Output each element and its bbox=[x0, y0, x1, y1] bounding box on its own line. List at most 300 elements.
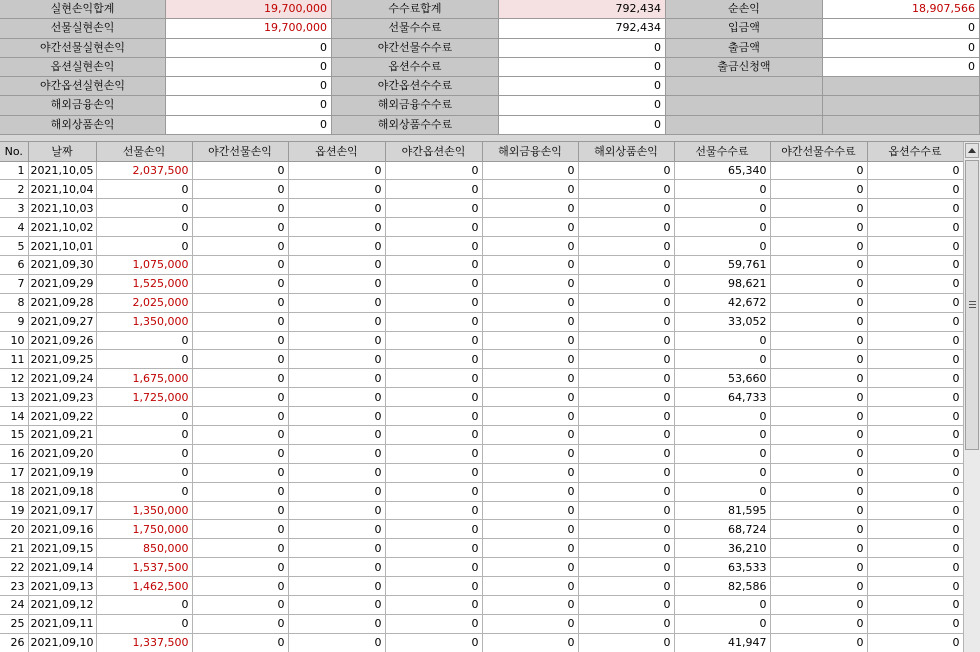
column-header[interactable]: 야간옵션손익 bbox=[385, 142, 482, 161]
summary-empty-cell bbox=[823, 116, 980, 135]
value-cell: 0 bbox=[288, 293, 385, 312]
value-cell: 0 bbox=[482, 463, 578, 482]
date-cell: 2021,09,22 bbox=[28, 407, 96, 426]
value-cell: 0 bbox=[578, 577, 674, 596]
value-cell: 0 bbox=[578, 350, 674, 369]
summary-label: 야간옵션실현손익 bbox=[0, 77, 166, 96]
value-cell: 1,350,000 bbox=[96, 501, 192, 520]
value-cell: 0 bbox=[867, 293, 963, 312]
value-cell: 0 bbox=[770, 539, 867, 558]
value-cell: 0 bbox=[288, 369, 385, 388]
summary-label: 야간선물실현손익 bbox=[0, 39, 166, 58]
value-cell: 0 bbox=[192, 444, 288, 463]
value-cell: 0 bbox=[288, 501, 385, 520]
value-cell: 0 bbox=[770, 501, 867, 520]
summary-label: 해외상품수수료 bbox=[332, 116, 499, 135]
summary-value: 18,907,566 bbox=[823, 0, 980, 19]
pnl-grid[interactable] bbox=[0, 142, 963, 652]
table-row[interactable] bbox=[0, 558, 963, 577]
summary-value: 0 bbox=[166, 116, 332, 135]
value-cell: 0 bbox=[288, 577, 385, 596]
date-cell: 2021,09,30 bbox=[28, 255, 96, 274]
summary-row bbox=[0, 39, 980, 58]
value-cell: 0 bbox=[192, 558, 288, 577]
value-cell: 0 bbox=[578, 595, 674, 614]
date-cell: 2021,09,15 bbox=[28, 539, 96, 558]
value-cell: 0 bbox=[674, 237, 770, 256]
summary-value: 0 bbox=[166, 58, 332, 77]
value-cell: 0 bbox=[578, 255, 674, 274]
value-cell: 0 bbox=[578, 463, 674, 482]
value-cell: 0 bbox=[482, 539, 578, 558]
value-cell: 0 bbox=[192, 331, 288, 350]
value-cell: 0 bbox=[770, 255, 867, 274]
summary-value: 19,700,000 bbox=[166, 0, 332, 19]
value-cell: 0 bbox=[578, 218, 674, 237]
value-cell: 0 bbox=[770, 425, 867, 444]
value-cell: 0 bbox=[192, 218, 288, 237]
summary-value: 792,434 bbox=[499, 19, 666, 38]
table-row[interactable] bbox=[0, 369, 963, 388]
value-cell: 0 bbox=[192, 463, 288, 482]
value-cell: 0 bbox=[867, 444, 963, 463]
date-cell: 2021,09,13 bbox=[28, 577, 96, 596]
value-cell: 0 bbox=[482, 237, 578, 256]
pnl-table bbox=[0, 142, 963, 652]
value-cell: 0 bbox=[867, 577, 963, 596]
value-cell: 0 bbox=[867, 633, 963, 652]
value-cell: 0 bbox=[578, 520, 674, 539]
value-cell: 0 bbox=[96, 331, 192, 350]
value-cell: 0 bbox=[288, 312, 385, 331]
value-cell: 0 bbox=[385, 501, 482, 520]
summary-row bbox=[0, 96, 980, 115]
row-number: 17 bbox=[0, 463, 28, 482]
value-cell: 0 bbox=[385, 199, 482, 218]
value-cell: 0 bbox=[385, 520, 482, 539]
value-cell: 81,595 bbox=[674, 501, 770, 520]
value-cell: 0 bbox=[578, 633, 674, 652]
value-cell: 0 bbox=[867, 218, 963, 237]
value-cell: 0 bbox=[867, 388, 963, 407]
row-number: 20 bbox=[0, 520, 28, 539]
summary-label: 야간선물수수료 bbox=[332, 39, 499, 58]
value-cell: 0 bbox=[578, 388, 674, 407]
value-cell: 0 bbox=[385, 558, 482, 577]
value-cell: 0 bbox=[770, 407, 867, 426]
table-row[interactable] bbox=[0, 425, 963, 444]
summary-row bbox=[0, 0, 980, 19]
summary-row bbox=[0, 77, 980, 96]
value-cell: 0 bbox=[867, 255, 963, 274]
date-cell: 2021,10,04 bbox=[28, 180, 96, 199]
row-number: 7 bbox=[0, 274, 28, 293]
value-cell: 1,675,000 bbox=[96, 369, 192, 388]
value-cell: 0 bbox=[578, 312, 674, 331]
value-cell: 0 bbox=[192, 633, 288, 652]
value-cell: 1,075,000 bbox=[96, 255, 192, 274]
value-cell: 0 bbox=[578, 407, 674, 426]
summary-label: 해외금융수수료 bbox=[332, 96, 499, 115]
value-cell: 0 bbox=[96, 199, 192, 218]
table-row[interactable] bbox=[0, 255, 963, 274]
column-header[interactable]: No. bbox=[0, 142, 28, 161]
row-number: 5 bbox=[0, 237, 28, 256]
value-cell: 0 bbox=[674, 614, 770, 633]
value-cell: 0 bbox=[96, 407, 192, 426]
value-cell: 0 bbox=[867, 312, 963, 331]
value-cell: 0 bbox=[578, 558, 674, 577]
value-cell: 0 bbox=[867, 614, 963, 633]
value-cell: 0 bbox=[385, 331, 482, 350]
value-cell: 0 bbox=[482, 501, 578, 520]
value-cell: 0 bbox=[578, 501, 674, 520]
value-cell: 0 bbox=[192, 482, 288, 501]
date-cell: 2021,09,19 bbox=[28, 463, 96, 482]
table-row[interactable] bbox=[0, 237, 963, 256]
value-cell: 0 bbox=[385, 369, 482, 388]
table-row[interactable] bbox=[0, 463, 963, 482]
value-cell: 0 bbox=[288, 237, 385, 256]
value-cell: 0 bbox=[867, 558, 963, 577]
value-cell: 0 bbox=[770, 463, 867, 482]
summary-label: 수수료합계 bbox=[332, 0, 499, 19]
grip-icon bbox=[969, 301, 976, 308]
value-cell: 0 bbox=[385, 577, 482, 596]
value-cell: 0 bbox=[192, 180, 288, 199]
value-cell: 0 bbox=[385, 595, 482, 614]
value-cell: 36,210 bbox=[674, 539, 770, 558]
table-row[interactable] bbox=[0, 539, 963, 558]
value-cell: 0 bbox=[482, 274, 578, 293]
date-cell: 2021,09,14 bbox=[28, 558, 96, 577]
column-header[interactable]: 해외상품손익 bbox=[578, 142, 674, 161]
row-number: 15 bbox=[0, 425, 28, 444]
value-cell: 0 bbox=[192, 161, 288, 180]
value-cell: 0 bbox=[578, 539, 674, 558]
table-body bbox=[0, 161, 963, 652]
summary-empty-cell bbox=[823, 96, 980, 115]
value-cell: 0 bbox=[385, 161, 482, 180]
value-cell: 0 bbox=[674, 350, 770, 369]
value-cell: 0 bbox=[770, 558, 867, 577]
table-row[interactable] bbox=[0, 350, 963, 369]
value-cell: 0 bbox=[867, 425, 963, 444]
summary-empty-cell bbox=[823, 77, 980, 96]
value-cell: 0 bbox=[770, 369, 867, 388]
summary-value: 792,434 bbox=[499, 0, 666, 19]
value-cell: 0 bbox=[674, 331, 770, 350]
summary-value: 0 bbox=[823, 39, 980, 58]
table-row[interactable] bbox=[0, 331, 963, 350]
summary-value: 0 bbox=[823, 58, 980, 77]
value-cell: 0 bbox=[192, 199, 288, 218]
value-cell: 0 bbox=[192, 577, 288, 596]
value-cell: 0 bbox=[385, 218, 482, 237]
value-cell: 0 bbox=[288, 558, 385, 577]
value-cell: 0 bbox=[482, 388, 578, 407]
value-cell: 0 bbox=[578, 293, 674, 312]
value-cell: 0 bbox=[192, 520, 288, 539]
table-row[interactable] bbox=[0, 218, 963, 237]
value-cell: 0 bbox=[578, 482, 674, 501]
summary-value: 0 bbox=[499, 116, 666, 135]
summary-empty-cell bbox=[666, 116, 823, 135]
value-cell: 0 bbox=[867, 237, 963, 256]
value-cell: 0 bbox=[867, 199, 963, 218]
row-number: 4 bbox=[0, 218, 28, 237]
summary-value: 0 bbox=[166, 77, 332, 96]
value-cell: 0 bbox=[867, 180, 963, 199]
value-cell: 0 bbox=[770, 577, 867, 596]
summary-empty-cell bbox=[666, 77, 823, 96]
value-cell: 1,350,000 bbox=[96, 312, 192, 331]
row-number: 3 bbox=[0, 199, 28, 218]
value-cell: 0 bbox=[578, 425, 674, 444]
value-cell: 1,462,500 bbox=[96, 577, 192, 596]
value-cell: 0 bbox=[385, 350, 482, 369]
table-row[interactable] bbox=[0, 595, 963, 614]
row-number: 16 bbox=[0, 444, 28, 463]
value-cell: 0 bbox=[192, 425, 288, 444]
value-cell: 0 bbox=[192, 237, 288, 256]
value-cell: 41,947 bbox=[674, 633, 770, 652]
value-cell: 0 bbox=[867, 595, 963, 614]
value-cell: 0 bbox=[482, 293, 578, 312]
value-cell: 0 bbox=[96, 237, 192, 256]
summary-value: 0 bbox=[499, 77, 666, 96]
value-cell: 0 bbox=[192, 388, 288, 407]
value-cell: 0 bbox=[578, 444, 674, 463]
value-cell: 0 bbox=[482, 425, 578, 444]
value-cell: 0 bbox=[867, 161, 963, 180]
value-cell: 0 bbox=[385, 388, 482, 407]
value-cell: 0 bbox=[482, 369, 578, 388]
value-cell: 2,037,500 bbox=[96, 161, 192, 180]
value-cell: 0 bbox=[96, 614, 192, 633]
value-cell: 0 bbox=[674, 595, 770, 614]
value-cell: 0 bbox=[192, 274, 288, 293]
summary-label: 입금액 bbox=[666, 19, 823, 38]
date-cell: 2021,09,16 bbox=[28, 520, 96, 539]
value-cell: 0 bbox=[385, 444, 482, 463]
column-header[interactable]: 야간선물손익 bbox=[192, 142, 288, 161]
column-header[interactable]: 해외금융손익 bbox=[482, 142, 578, 161]
table-row[interactable] bbox=[0, 388, 963, 407]
table-row[interactable] bbox=[0, 482, 963, 501]
table-row[interactable] bbox=[0, 312, 963, 331]
summary-label: 해외상품손익 bbox=[0, 116, 166, 135]
summary-label: 출금신청액 bbox=[666, 58, 823, 77]
value-cell: 0 bbox=[770, 520, 867, 539]
value-cell: 0 bbox=[288, 255, 385, 274]
value-cell: 0 bbox=[578, 274, 674, 293]
value-cell: 0 bbox=[482, 350, 578, 369]
value-cell: 0 bbox=[674, 444, 770, 463]
value-cell: 82,586 bbox=[674, 577, 770, 596]
row-number: 18 bbox=[0, 482, 28, 501]
summary-label: 야간옵션수수료 bbox=[332, 77, 499, 96]
value-cell: 0 bbox=[770, 274, 867, 293]
date-cell: 2021,09,28 bbox=[28, 293, 96, 312]
value-cell: 0 bbox=[385, 425, 482, 444]
value-cell: 0 bbox=[288, 161, 385, 180]
value-cell: 59,761 bbox=[674, 255, 770, 274]
table-row[interactable] bbox=[0, 407, 963, 426]
summary-label: 해외금융손익 bbox=[0, 96, 166, 115]
value-cell: 0 bbox=[192, 539, 288, 558]
row-number: 26 bbox=[0, 633, 28, 652]
value-cell: 0 bbox=[385, 237, 482, 256]
value-cell: 98,621 bbox=[674, 274, 770, 293]
row-number: 19 bbox=[0, 501, 28, 520]
value-cell: 0 bbox=[482, 255, 578, 274]
value-cell: 0 bbox=[867, 539, 963, 558]
summary-value: 0 bbox=[499, 39, 666, 58]
value-cell: 1,337,500 bbox=[96, 633, 192, 652]
column-header[interactable]: 선물수수료 bbox=[674, 142, 770, 161]
column-header[interactable]: 옵션손익 bbox=[288, 142, 385, 161]
value-cell: 0 bbox=[867, 407, 963, 426]
date-cell: 2021,09,26 bbox=[28, 331, 96, 350]
value-cell: 0 bbox=[482, 558, 578, 577]
value-cell: 0 bbox=[192, 293, 288, 312]
table-row[interactable] bbox=[0, 577, 963, 596]
summary-empty-cell bbox=[666, 96, 823, 115]
value-cell: 0 bbox=[288, 482, 385, 501]
value-cell: 0 bbox=[770, 350, 867, 369]
value-cell: 0 bbox=[482, 444, 578, 463]
value-cell: 0 bbox=[578, 199, 674, 218]
summary-label: 옵션실현손익 bbox=[0, 58, 166, 77]
value-cell: 0 bbox=[385, 463, 482, 482]
summary-value: 0 bbox=[166, 39, 332, 58]
date-cell: 2021,09,27 bbox=[28, 312, 96, 331]
value-cell: 0 bbox=[482, 520, 578, 539]
value-cell: 0 bbox=[770, 614, 867, 633]
value-cell: 0 bbox=[385, 539, 482, 558]
summary-label: 옵션수수료 bbox=[332, 58, 499, 77]
table-row[interactable] bbox=[0, 293, 963, 312]
column-header[interactable]: 옵션수수료 bbox=[867, 142, 963, 161]
value-cell: 0 bbox=[385, 180, 482, 199]
vertical-scrollbar[interactable] bbox=[963, 142, 980, 652]
value-cell: 0 bbox=[288, 633, 385, 652]
table-row[interactable] bbox=[0, 614, 963, 633]
value-cell: 0 bbox=[674, 425, 770, 444]
value-cell: 0 bbox=[482, 180, 578, 199]
value-cell: 0 bbox=[578, 237, 674, 256]
arrow-up-icon bbox=[968, 148, 976, 153]
table-row[interactable] bbox=[0, 161, 963, 180]
value-cell: 0 bbox=[867, 274, 963, 293]
value-cell: 0 bbox=[96, 463, 192, 482]
row-number: 22 bbox=[0, 558, 28, 577]
value-cell: 0 bbox=[770, 161, 867, 180]
value-cell: 0 bbox=[385, 312, 482, 331]
value-cell: 0 bbox=[192, 595, 288, 614]
table-row[interactable] bbox=[0, 180, 963, 199]
table-row[interactable] bbox=[0, 199, 963, 218]
value-cell: 53,660 bbox=[674, 369, 770, 388]
summary-value: 0 bbox=[499, 58, 666, 77]
value-cell: 0 bbox=[288, 463, 385, 482]
column-header[interactable]: 야간선물수수료 bbox=[770, 142, 867, 161]
summary-panel bbox=[0, 0, 980, 135]
summary-label: 선물수수료 bbox=[332, 19, 499, 38]
value-cell: 0 bbox=[674, 482, 770, 501]
value-cell: 0 bbox=[674, 407, 770, 426]
summary-label: 출금액 bbox=[666, 39, 823, 58]
table-row[interactable] bbox=[0, 520, 963, 539]
date-cell: 2021,10,01 bbox=[28, 237, 96, 256]
value-cell: 0 bbox=[578, 369, 674, 388]
value-cell: 0 bbox=[96, 595, 192, 614]
value-cell: 0 bbox=[482, 407, 578, 426]
date-cell: 2021,09,25 bbox=[28, 350, 96, 369]
value-cell: 0 bbox=[482, 331, 578, 350]
table-row[interactable] bbox=[0, 274, 963, 293]
table-row[interactable] bbox=[0, 444, 963, 463]
value-cell: 0 bbox=[385, 407, 482, 426]
row-number: 2 bbox=[0, 180, 28, 199]
summary-label: 순손익 bbox=[666, 0, 823, 19]
value-cell: 0 bbox=[192, 350, 288, 369]
row-number: 12 bbox=[0, 369, 28, 388]
value-cell: 0 bbox=[482, 595, 578, 614]
value-cell: 0 bbox=[770, 633, 867, 652]
value-cell: 0 bbox=[192, 312, 288, 331]
value-cell: 42,672 bbox=[674, 293, 770, 312]
panel-divider bbox=[0, 135, 980, 142]
value-cell: 0 bbox=[96, 350, 192, 369]
row-number: 14 bbox=[0, 407, 28, 426]
column-header[interactable]: 선물손익 bbox=[96, 142, 192, 161]
value-cell: 1,537,500 bbox=[96, 558, 192, 577]
value-cell: 64,733 bbox=[674, 388, 770, 407]
column-header[interactable]: 날짜 bbox=[28, 142, 96, 161]
summary-value: 0 bbox=[499, 96, 666, 115]
date-cell: 2021,09,23 bbox=[28, 388, 96, 407]
value-cell: 0 bbox=[578, 331, 674, 350]
value-cell: 1,725,000 bbox=[96, 388, 192, 407]
row-number: 23 bbox=[0, 577, 28, 596]
value-cell: 0 bbox=[482, 218, 578, 237]
value-cell: 0 bbox=[288, 180, 385, 199]
row-number: 9 bbox=[0, 312, 28, 331]
value-cell: 0 bbox=[482, 161, 578, 180]
row-number: 10 bbox=[0, 331, 28, 350]
value-cell: 0 bbox=[770, 237, 867, 256]
value-cell: 1,750,000 bbox=[96, 520, 192, 539]
value-cell: 0 bbox=[288, 350, 385, 369]
value-cell: 0 bbox=[867, 369, 963, 388]
date-cell: 2021,10,05 bbox=[28, 161, 96, 180]
date-cell: 2021,09,18 bbox=[28, 482, 96, 501]
summary-value: 0 bbox=[166, 96, 332, 115]
scroll-thumb[interactable] bbox=[965, 160, 979, 450]
table-row[interactable] bbox=[0, 633, 963, 652]
table-row[interactable] bbox=[0, 501, 963, 520]
value-cell: 0 bbox=[288, 331, 385, 350]
scroll-up-button[interactable] bbox=[965, 143, 979, 158]
row-number: 8 bbox=[0, 293, 28, 312]
value-cell: 0 bbox=[385, 633, 482, 652]
row-number: 25 bbox=[0, 614, 28, 633]
value-cell: 0 bbox=[96, 482, 192, 501]
value-cell: 0 bbox=[288, 614, 385, 633]
date-cell: 2021,10,03 bbox=[28, 199, 96, 218]
